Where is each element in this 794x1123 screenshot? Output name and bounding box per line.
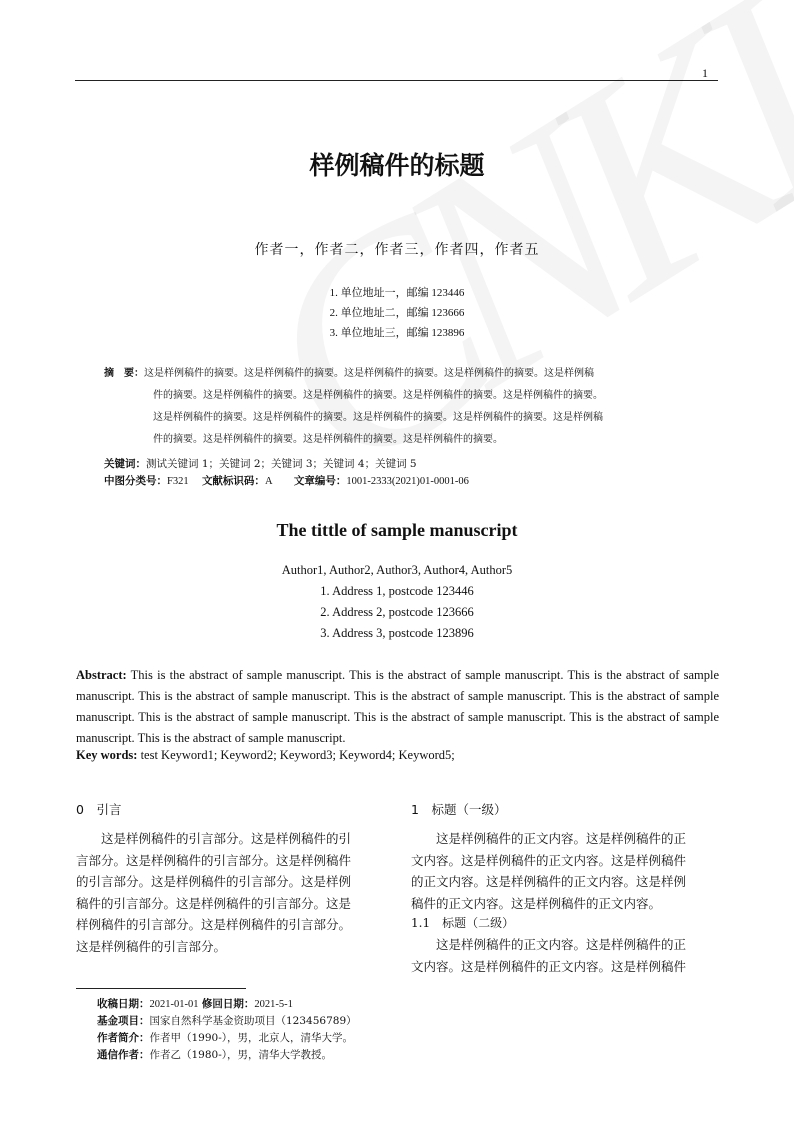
footnote-dates — [97, 996, 293, 1011]
abstract-cn-line: 这是样例稿件的摘要。这是样例稿件的摘要。这是样例稿件的摘要。这是样例稿件的摘要。这是样例稿 — [153, 412, 603, 423]
abstract-en — [76, 665, 719, 749]
body-line: 言部分。这是样例稿件的引言部分。这是样例稿件 — [76, 852, 352, 868]
doc-code-label: 文献标识码： — [201, 475, 265, 487]
bio-value: 作者甲（1990-），男，北京人，清华大学。 — [149, 1032, 354, 1044]
body-line: 的正文内容。这是样例稿件的正文内容。这是样例 — [411, 874, 687, 889]
body-line: 稿件的引言部分。这是样例稿件的引言部分。这是 — [76, 895, 352, 911]
fund-value: 国家自然科学基金资助项目（123456789） — [149, 1015, 357, 1027]
revised-label: 修回日期： — [201, 998, 255, 1010]
footnote-corresponding — [97, 1047, 332, 1062]
page-number: 1 — [702, 66, 708, 80]
body-line: 文内容。这是样例稿件的正文内容。这是样例稿件 — [411, 958, 687, 974]
affiliation-en-3: 3. Address 3, postcode 123896 — [320, 626, 474, 640]
keywords-cn — [104, 456, 417, 471]
keywords-cn-label: 关键词： — [104, 458, 146, 470]
title-en: The tittle of sample manuscript — [276, 520, 518, 540]
subsection-1-1-body — [411, 934, 721, 977]
section-1-heading: 1 标题（一级） — [411, 802, 507, 817]
abstract-en-text: This is the abstract of sample manuscript. This is the abstract of sample manuscript. This is the abstract of sample manuscript. This is the abstract of sample manuscript. This is the abstract of sample manuscript. This is the abstract of sample manuscript. This is the abstract of sample manuscript. This is the abstract of sample manuscript. This is the abstract of sample manuscript. This is the abstract of sample manuscript. — [76, 668, 719, 745]
body-line: 这是样例稿件的正文内容。这是样例稿件的正 — [411, 831, 687, 846]
body-line: 文内容。这是样例稿件的正文内容。这是样例稿件 — [411, 852, 687, 868]
affiliation-cn-1: 1. 单位地址一，邮编 123446 — [329, 287, 465, 299]
section-1-body — [411, 828, 721, 914]
affiliation-cn-2: 2. 单位地址二，邮编 123666 — [329, 307, 465, 319]
clc-value: F321 — [167, 476, 189, 487]
title-cn: 样例稿件的标题 — [309, 151, 485, 180]
abstract-cn-line: 件的摘要。这是样例稿件的摘要。这是样例稿件的摘要。这是样例稿件的摘要。这是样例稿件的摘要。 — [153, 390, 603, 401]
corr-value: 作者乙（1980-），男，清华大学教授。 — [149, 1049, 333, 1061]
body-line: 稿件的正文内容。这是样例稿件的正文内容。 — [411, 895, 662, 911]
footnote-bio — [97, 1030, 353, 1045]
section-0-heading: 0 引言 — [76, 802, 122, 817]
subsection-1-1-heading: 1.1 标题（二级） — [411, 916, 515, 930]
authors-en: Author1, Author2, Author3, Author4, Author5 — [281, 563, 513, 577]
affiliation-cn-3: 3. 单位地址三，邮编 123896 — [329, 327, 465, 339]
footnote-fund — [97, 1013, 357, 1028]
received-value: 2021-01-01 — [149, 999, 199, 1010]
corr-label: 通信作者： — [97, 1049, 150, 1061]
abstract-cn-line: 这是样例稿件的摘要。这是样例稿件的摘要。这是样例稿件的摘要。这是样例稿件的摘要。这是样例稿 — [144, 368, 594, 379]
affiliation-en-2: 2. Address 2, postcode 123666 — [320, 605, 474, 619]
body-line: 样例稿件的引言部分。这是样例稿件的引言部分。 — [76, 917, 352, 932]
body-line: 这是样例稿件的引言部分。 — [76, 938, 227, 954]
body-line: 的引言部分。这是样例稿件的引言部分。这是样例 — [76, 874, 352, 889]
body-line: 这是样例稿件的引言部分。这是样例稿件的引 — [76, 831, 352, 846]
received-label: 收稿日期： — [97, 998, 150, 1010]
abstract-en-label: Abstract: — [76, 668, 127, 682]
revised-value: 2021-5-1 — [254, 999, 293, 1010]
abstract-cn-line: 件的摘要。这是样例稿件的摘要。这是样例稿件的摘要。这是样例稿件的摘要。 — [153, 434, 503, 445]
fund-label: 基金项目： — [97, 1015, 150, 1027]
keywords-en-value: test Keyword1; Keyword2; Keyword3; Keyword4; Keyword5; — [140, 748, 455, 762]
footnote-rule — [76, 988, 246, 989]
article-number-value: 1001-2333(2021)01-0001-06 — [346, 476, 469, 487]
authors-cn: 作者一，作者二，作者三，作者四，作者五 — [254, 242, 540, 258]
doc-code-value: A — [264, 476, 273, 487]
abstract-cn-label: 摘 要： — [104, 368, 144, 379]
keywords-en-label: Key words: — [76, 748, 138, 762]
bio-label: 作者简介： — [97, 1032, 150, 1044]
affiliation-en-1: 1. Address 1, postcode 123446 — [320, 584, 474, 598]
article-number-label: 文章编号： — [293, 475, 347, 487]
keywords-en — [76, 748, 455, 763]
abstract-cn — [104, 363, 694, 451]
body-line: 这是样例稿件的正文内容。这是样例稿件的正 — [411, 937, 687, 952]
section-0-body — [76, 828, 386, 957]
keywords-cn-value: 测试关键词 1；关键词 2；关键词 3；关键词 4；关键词 5 — [146, 458, 417, 470]
clc-label: 中图分类号： — [104, 475, 167, 487]
classification-line — [104, 473, 469, 488]
